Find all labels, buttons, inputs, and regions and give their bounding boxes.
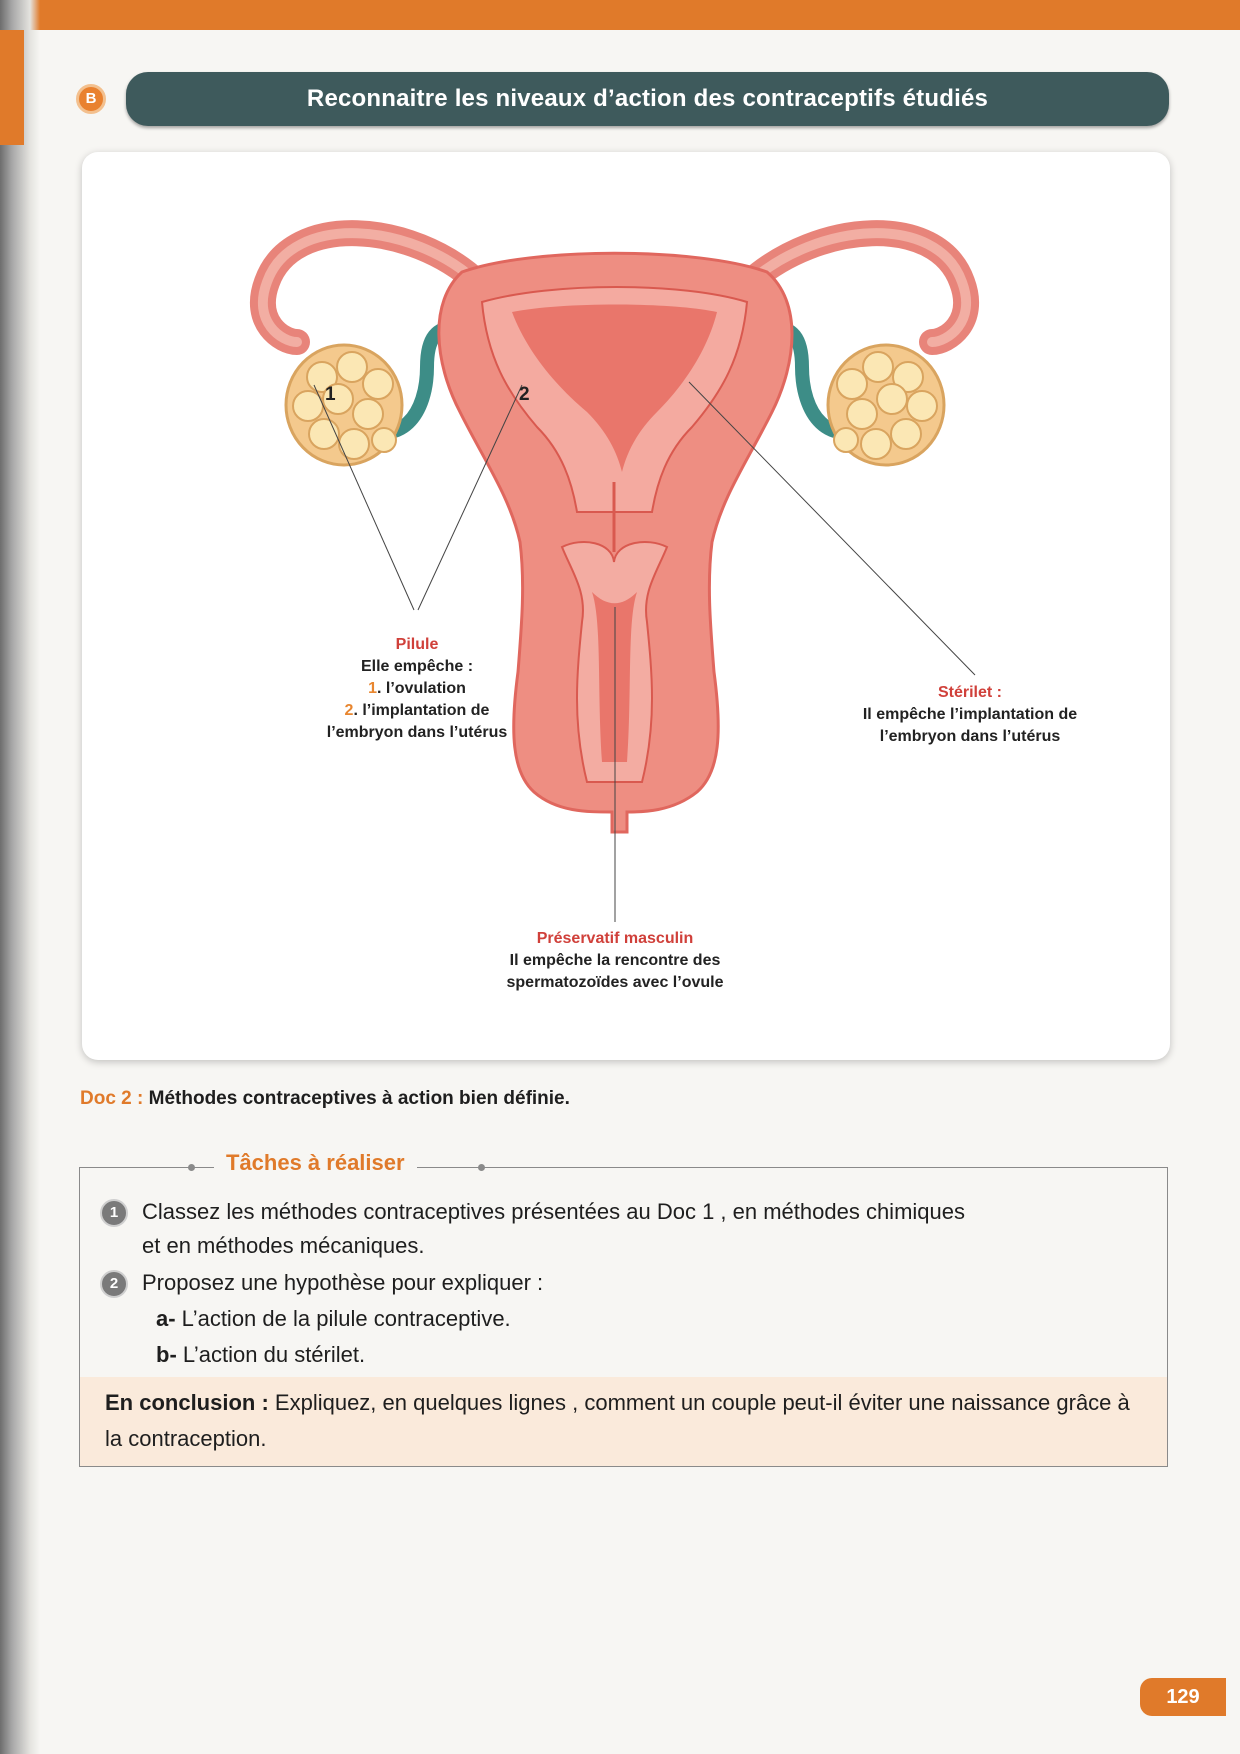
preservatif-title: Préservatif masculin <box>536 930 694 947</box>
section-title: Reconnaitre les niveaux d’action des contraceptifs étudiés <box>126 72 1169 126</box>
sterilet-title: Stérilet : <box>937 684 1002 701</box>
marker-1: 1 <box>325 384 336 405</box>
task-2 <box>100 1266 543 1300</box>
marker-2: 2 <box>519 384 530 405</box>
task-2-sub-b: b- L’action du stérilet. <box>156 1342 366 1367</box>
preservatif-line1: Il empêche la rencontre des <box>509 952 721 969</box>
page-number: 129 <box>1140 1678 1226 1716</box>
tasks-title-dot-left <box>188 1164 195 1171</box>
pilule-item2: 2. l’implantation de <box>344 702 490 719</box>
task-1-line1: Classez les méthodes contraceptives présentées au Doc 1 , en méthodes chimiques <box>142 1199 965 1224</box>
pilule-item2-cont: l’embryon dans l’utérus <box>326 724 508 741</box>
task-2-line1: Proposez une hypothèse pour expliquer : <box>142 1270 544 1295</box>
pilule-line1: Elle empêche : <box>360 658 474 675</box>
doc-tag: Doc 2 : <box>80 1088 144 1109</box>
ovary-right <box>828 345 944 465</box>
preservatif-label <box>415 928 815 994</box>
conclusion-label: En conclusion : <box>105 1390 269 1415</box>
pilule-label <box>307 634 527 744</box>
task-2-sub-a: a- L’action de la pilule contraceptive. <box>156 1306 511 1331</box>
pilule-title: Pilule <box>395 636 439 653</box>
tasks-title: Tâches à réaliser <box>214 1150 417 1176</box>
doc-caption-text: Méthodes contraceptives à action bien définie. <box>148 1088 570 1109</box>
top-color-band <box>0 0 1240 30</box>
doc-caption <box>80 1088 570 1110</box>
sterilet-line2: l’embryon dans l’utérus <box>879 728 1061 745</box>
conclusion-text <box>105 1385 1145 1457</box>
task-1 <box>100 1195 965 1263</box>
task-2-number: 2 <box>100 1270 128 1298</box>
task-1-number: 1 <box>100 1199 128 1227</box>
page-binding-shadow <box>0 0 40 1754</box>
sterilet-label <box>850 682 1090 748</box>
task-1-line2: et en méthodes mécaniques. <box>142 1233 425 1258</box>
section-badge: B <box>76 84 106 114</box>
pilule-item1: 1. l’ovulation <box>368 680 466 697</box>
sterilet-line1: Il empêche l’implantation de <box>862 706 1078 723</box>
preservatif-line2: spermatozoïdes avec l’ovule <box>506 974 724 991</box>
uterus-diagram <box>82 152 1170 1060</box>
left-color-tab <box>0 30 24 145</box>
diagram-card <box>82 152 1170 1060</box>
conclusion-body: Expliquez, en quelques lignes , comment un couple peut-il éviter une naissance grâce à la contraception. <box>105 1390 1130 1451</box>
ovary-left <box>286 345 402 465</box>
tasks-title-dot-right <box>478 1164 485 1171</box>
